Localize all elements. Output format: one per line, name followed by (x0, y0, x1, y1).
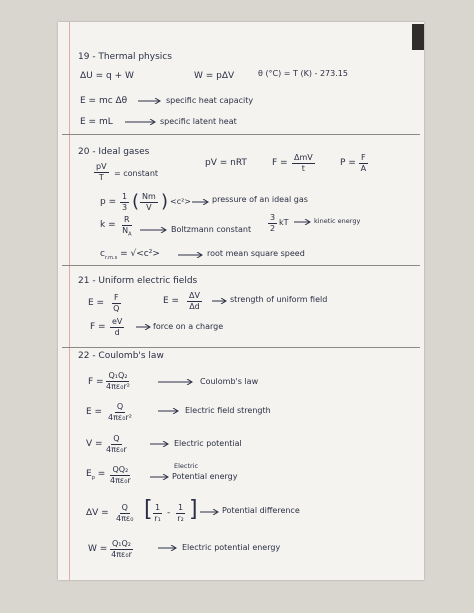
description: kinetic energy (314, 217, 361, 225)
numerator: Q (113, 434, 120, 443)
fraction (122, 216, 132, 238)
numerator: Q (121, 503, 128, 512)
denominator: 4πε₀r (106, 445, 127, 454)
denominator: Q (113, 304, 120, 313)
description: specific heat capacity (166, 96, 254, 105)
description: Electric field strength (185, 406, 271, 415)
denominator: V (146, 203, 152, 212)
section-heading: 19 - Thermal physics (78, 52, 172, 62)
equation-left: p = (100, 197, 117, 207)
bracket-close: ) (161, 191, 169, 212)
equation-left: E = (86, 407, 103, 417)
arrow (294, 219, 312, 225)
numerator: pV (96, 162, 107, 171)
arrow (212, 298, 228, 304)
fraction (187, 292, 202, 311)
minus-sign: - (167, 508, 171, 518)
equation-left: W = (88, 544, 108, 554)
bracket-open: [ (144, 497, 153, 522)
bracket-close: ] (189, 497, 198, 522)
fraction (292, 154, 315, 173)
numerator: Q (116, 402, 124, 411)
arrow (158, 408, 180, 414)
fraction (110, 540, 133, 559)
numerator: 1 (122, 192, 128, 201)
numerator: F (361, 153, 366, 162)
equation: ΔU = q + W (80, 71, 134, 81)
description: Electric (174, 462, 199, 470)
denominator (122, 226, 131, 238)
fraction (94, 163, 109, 182)
equation: E = mc Δθ (80, 96, 128, 106)
denominator: r₂ (177, 514, 184, 523)
equation-rest: kT (279, 218, 289, 227)
fraction (106, 435, 127, 454)
fraction (359, 154, 368, 173)
description: Coulomb's law (200, 377, 259, 386)
arrow (150, 441, 170, 447)
description: Boltzmann constant (171, 225, 252, 234)
numerator: 1 (178, 503, 184, 512)
denominator: t (301, 164, 305, 173)
description: force on a charge (153, 322, 224, 331)
section-heading: 21 - Uniform electric fields (78, 276, 198, 286)
fraction (268, 214, 277, 233)
numerator: Q₁Q₂ (108, 371, 128, 380)
arrow (138, 98, 162, 104)
denominator: 2 (270, 224, 276, 233)
equals: = (97, 469, 106, 479)
denominator: 4πε₀r² (108, 413, 132, 422)
fraction (153, 504, 162, 523)
fraction (120, 193, 129, 212)
numerator: Nm (142, 192, 156, 201)
equation-rest: <c²> (170, 197, 192, 206)
description: Electric potential energy (182, 543, 281, 552)
fraction (140, 193, 158, 212)
description: Potential energy (172, 472, 238, 481)
equation-left: F = (90, 322, 106, 332)
numerator: R (124, 215, 130, 224)
equation-left: F = (88, 377, 104, 387)
equation: W = pΔV (194, 71, 235, 81)
section-divider (62, 134, 420, 135)
arrow (158, 545, 178, 551)
numerator: Q₁Q₂ (112, 539, 132, 548)
subscript: p (91, 474, 95, 481)
equation-rest: = √<c²> (120, 249, 160, 259)
arrow (158, 379, 194, 385)
arrow (200, 509, 220, 515)
arrow (178, 252, 204, 258)
description: strength of uniform field (230, 295, 328, 304)
equation: E = mL (80, 117, 113, 127)
subscript: A (128, 231, 132, 238)
numerator: 3 (270, 213, 276, 222)
subscript: r.m.s (104, 254, 118, 261)
numerator: ΔmV (294, 153, 313, 162)
numerator: QQ₂ (112, 465, 129, 474)
symbol: c (100, 249, 105, 259)
denominator: 4πε₀r (110, 476, 131, 485)
fraction (110, 466, 131, 485)
denominator: 4πε₀ (116, 514, 134, 523)
numerator: 1 (155, 503, 161, 512)
description: root mean square speed (207, 249, 305, 258)
arrow (136, 324, 152, 330)
denominator: 4πε₀r (111, 550, 132, 559)
arrow (140, 227, 168, 233)
denominator: 4πε₀r² (106, 382, 130, 391)
equation-left: E = (88, 298, 105, 308)
fraction (116, 504, 133, 523)
description: pressure of an ideal gas (212, 195, 308, 204)
section-heading: 20 - Ideal gases (78, 147, 150, 157)
equation: θ (°C) = T (K) - 273.15 (258, 69, 348, 78)
numerator: F (114, 293, 119, 302)
equation-left: E = (163, 296, 180, 306)
arrow (192, 199, 210, 205)
binder-clip (412, 24, 424, 50)
section-divider (62, 347, 420, 348)
denominator: T (98, 173, 104, 182)
description: Electric potential (174, 439, 242, 448)
equation-rest: = constant (114, 169, 159, 178)
denominator: Δd (189, 302, 200, 311)
bracket-open: ( (132, 191, 140, 212)
description: specific latent heat (160, 117, 237, 126)
fraction (108, 403, 132, 422)
equation-left: V = (86, 439, 103, 449)
equation-left: k = (100, 220, 116, 230)
section-divider (62, 265, 420, 266)
section-heading: 22 - Coulomb's law (78, 351, 164, 361)
fraction (106, 372, 130, 391)
fraction (110, 318, 124, 337)
denominator: A (360, 164, 367, 173)
equation-left: P = (340, 158, 356, 168)
denominator: r₁ (154, 514, 161, 523)
fraction (112, 294, 121, 313)
equation-left: F = (272, 158, 288, 168)
equation-left (86, 470, 105, 481)
denominator-base: N (122, 226, 129, 235)
margin-line (69, 22, 70, 580)
numerator: eV (112, 317, 123, 326)
description: Potential difference (222, 506, 300, 515)
denominator: 3 (122, 203, 128, 212)
arrow (125, 119, 157, 125)
equation: pV = nRT (205, 158, 247, 168)
arrow (150, 474, 170, 480)
equation-left: ΔV = (86, 508, 109, 518)
equation-left (100, 250, 160, 261)
numerator: ΔV (189, 291, 200, 300)
symbol: E (86, 469, 92, 479)
denominator: d (114, 328, 120, 337)
fraction (176, 504, 185, 523)
